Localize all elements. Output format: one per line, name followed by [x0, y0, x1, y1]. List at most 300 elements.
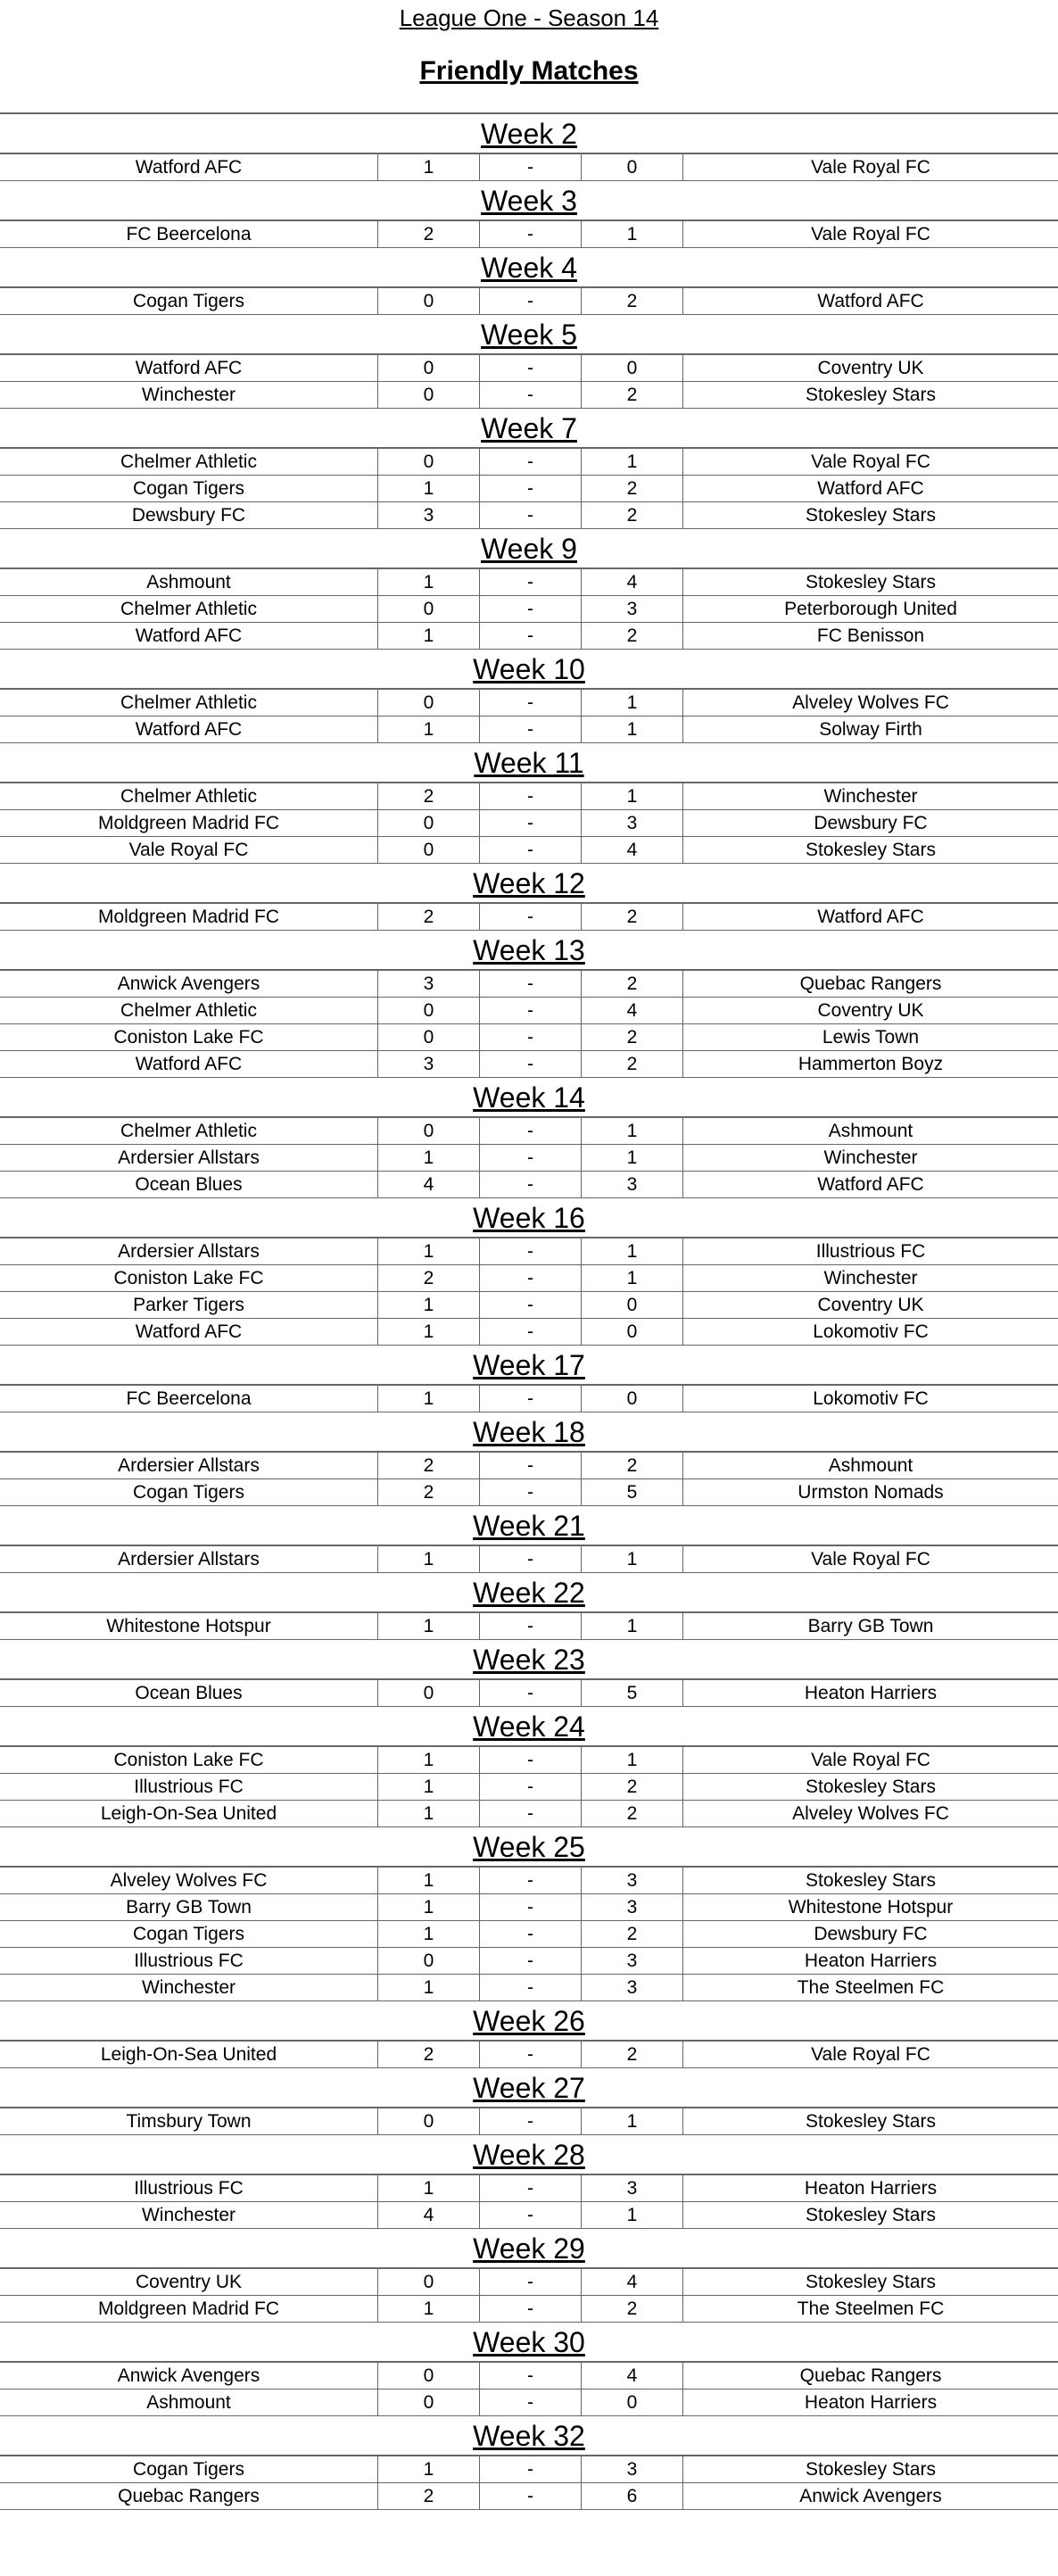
away-score: 2	[581, 904, 682, 930]
match-row	[0, 1774, 1058, 1801]
away-score: 1	[581, 221, 682, 247]
home-team: Ocean Blues	[135, 1683, 243, 1703]
away-score: 4	[581, 837, 682, 863]
home-score: 2	[377, 1479, 479, 1505]
away-team: Vale Royal FC	[682, 1747, 1058, 1773]
score-separator: -	[479, 1145, 581, 1171]
score-separator: -	[479, 476, 581, 501]
away-team: Hammerton Boyz	[682, 1051, 1058, 1077]
match-row	[0, 2296, 1058, 2323]
score-separator: -	[479, 1453, 581, 1479]
week-heading: Week 16	[0, 1198, 1058, 1238]
match-row	[0, 1118, 1058, 1145]
home-score: 4	[377, 1172, 479, 1197]
away-team: Peterborough United	[682, 596, 1058, 622]
away-score: 2	[581, 2042, 682, 2067]
away-team: Vale Royal FC	[682, 154, 1058, 180]
match-row	[0, 2108, 1058, 2135]
away-score: 1	[581, 1613, 682, 1639]
home-team: Watford AFC	[135, 1054, 243, 1074]
match-row	[0, 355, 1058, 382]
home-score: 1	[377, 2296, 479, 2322]
home-team: FC Beercelona	[126, 224, 252, 244]
away-team: Watford AFC	[682, 904, 1058, 930]
home-score: 1	[377, 1238, 479, 1264]
away-team: Whitestone Hotspur	[682, 1894, 1058, 1920]
home-score: 1	[377, 716, 479, 742]
match-row	[0, 623, 1058, 650]
weeks-list	[0, 114, 1058, 2510]
score-separator: -	[479, 1118, 581, 1144]
home-team: Anwick Avengers	[117, 973, 260, 994]
home-score: 1	[377, 1894, 479, 1920]
home-score: 1	[377, 623, 479, 649]
week-heading: Week 30	[0, 2323, 1058, 2363]
home-score: 0	[377, 449, 479, 475]
match-row	[0, 1479, 1058, 1506]
away-team: Watford AFC	[682, 1172, 1058, 1197]
match-row	[0, 1894, 1058, 1921]
away-team: Heaton Harriers	[682, 1948, 1058, 1974]
home-score: 1	[377, 476, 479, 501]
home-team: Cogan Tigers	[133, 478, 244, 499]
away-score: 1	[581, 1265, 682, 1291]
away-team: Ashmount	[682, 1118, 1058, 1144]
away-team: Watford AFC	[682, 288, 1058, 314]
away-team: The Steelmen FC	[682, 1975, 1058, 2000]
home-score: 1	[377, 1292, 479, 1318]
match-row	[0, 904, 1058, 931]
match-row	[0, 288, 1058, 315]
score-separator: -	[479, 1265, 581, 1291]
score-separator: -	[479, 154, 581, 180]
score-separator: -	[479, 837, 581, 863]
home-score: 1	[377, 1319, 479, 1345]
home-team: Watford AFC	[135, 157, 243, 178]
home-score: 3	[377, 502, 479, 528]
score-separator: -	[479, 2202, 581, 2228]
match-row	[0, 1386, 1058, 1412]
home-score: 3	[377, 971, 479, 997]
away-team: Alveley Wolves FC	[682, 690, 1058, 716]
score-separator: -	[479, 449, 581, 475]
home-score: 1	[377, 1386, 479, 1412]
away-team: Stokesley Stars	[682, 1774, 1058, 1800]
match-row	[0, 716, 1058, 743]
home-score: 2	[377, 904, 479, 930]
score-separator: -	[479, 1613, 581, 1639]
week-heading: Week 14	[0, 1078, 1058, 1118]
score-separator: -	[479, 1172, 581, 1197]
home-team: Ocean Blues	[135, 1174, 243, 1195]
away-score: 3	[581, 1975, 682, 2000]
score-separator: -	[479, 1546, 581, 1572]
match-row	[0, 2363, 1058, 2390]
league-title: League One - Season 14	[399, 4, 659, 31]
home-score: 2	[377, 2483, 479, 2509]
score-separator: -	[479, 1868, 581, 1893]
away-team: Illustrious FC	[682, 1238, 1058, 1264]
home-score: 1	[377, 1975, 479, 2000]
week-heading: Week 25	[0, 1827, 1058, 1868]
home-score: 0	[377, 690, 479, 716]
away-team: Vale Royal FC	[682, 2042, 1058, 2067]
week-heading: Week 7	[0, 409, 1058, 449]
week-heading: Week 5	[0, 315, 1058, 355]
score-separator: -	[479, 2108, 581, 2134]
score-separator: -	[479, 2042, 581, 2067]
away-score: 4	[581, 569, 682, 595]
home-score: 1	[377, 1145, 479, 1171]
away-score: 1	[581, 1546, 682, 1572]
away-team: Stokesley Stars	[682, 382, 1058, 408]
match-row	[0, 2202, 1058, 2229]
home-score: 0	[377, 810, 479, 836]
match-row	[0, 1801, 1058, 1827]
away-team: Stokesley Stars	[682, 569, 1058, 595]
away-score: 2	[581, 1024, 682, 1050]
home-team: Dewsbury FC	[131, 505, 246, 526]
away-score: 2	[581, 1051, 682, 1077]
away-score: 2	[581, 1921, 682, 1947]
home-team: Watford AFC	[135, 719, 243, 740]
away-team: Dewsbury FC	[682, 810, 1058, 836]
score-separator: -	[479, 1801, 581, 1826]
match-row	[0, 971, 1058, 998]
home-score: 1	[377, 1801, 479, 1826]
week-heading: Week 21	[0, 1506, 1058, 1546]
away-team: Stokesley Stars	[682, 2456, 1058, 2482]
match-row	[0, 2175, 1058, 2202]
match-row	[0, 1747, 1058, 1774]
away-score: 2	[581, 382, 682, 408]
away-team: The Steelmen FC	[682, 2296, 1058, 2322]
score-separator: -	[479, 783, 581, 809]
home-team: Cogan Tigers	[133, 1482, 244, 1503]
match-row	[0, 1948, 1058, 1975]
home-score: 0	[377, 288, 479, 314]
away-score: 1	[581, 449, 682, 475]
home-team: Alveley Wolves FC	[110, 1870, 268, 1891]
match-row	[0, 569, 1058, 596]
sheet-header	[0, 0, 1058, 114]
match-row	[0, 1868, 1058, 1894]
away-team: Quebac Rangers	[682, 2363, 1058, 2389]
home-team: Cogan Tigers	[133, 291, 244, 311]
home-team: Winchester	[141, 2205, 236, 2225]
home-score: 3	[377, 1051, 479, 1077]
home-team: Moldgreen Madrid FC	[97, 813, 280, 833]
match-row	[0, 221, 1058, 248]
score-separator: -	[479, 2269, 581, 2295]
section-title: Friendly Matches	[419, 56, 639, 86]
home-score: 1	[377, 1613, 479, 1639]
score-separator: -	[479, 1975, 581, 2000]
home-score: 0	[377, 382, 479, 408]
away-score: 2	[581, 502, 682, 528]
home-score: 0	[377, 596, 479, 622]
score-separator: -	[479, 569, 581, 595]
match-row	[0, 2390, 1058, 2416]
score-separator: -	[479, 2363, 581, 2389]
home-team: Ashmount	[146, 572, 231, 592]
away-score: 5	[581, 1479, 682, 1505]
score-separator: -	[479, 623, 581, 649]
score-separator: -	[479, 221, 581, 247]
week-heading: Week 24	[0, 1707, 1058, 1747]
away-score: 1	[581, 1118, 682, 1144]
home-team: Ardersier Allstars	[118, 1455, 260, 1476]
away-team: Urmston Nomads	[682, 1479, 1058, 1505]
match-row	[0, 1024, 1058, 1051]
home-team: Moldgreen Madrid FC	[97, 907, 280, 927]
home-team: Ardersier Allstars	[118, 1147, 260, 1168]
match-row	[0, 2483, 1058, 2510]
score-separator: -	[479, 502, 581, 528]
week-heading: Week 23	[0, 1640, 1058, 1680]
score-separator: -	[479, 904, 581, 930]
home-score: 2	[377, 221, 479, 247]
away-score: 5	[581, 1680, 682, 1706]
home-team: FC Beercelona	[126, 1388, 252, 1409]
away-score: 1	[581, 2202, 682, 2228]
score-separator: -	[479, 1774, 581, 1800]
home-score: 4	[377, 2202, 479, 2228]
home-team: Illustrious FC	[134, 1777, 244, 1797]
week-heading: Week 3	[0, 181, 1058, 221]
score-separator: -	[479, 1479, 581, 1505]
away-score: 3	[581, 1868, 682, 1893]
home-team: Vale Royal FC	[128, 840, 249, 860]
home-score: 0	[377, 1024, 479, 1050]
home-team: Moldgreen Madrid FC	[97, 2299, 280, 2319]
match-row	[0, 2456, 1058, 2483]
match-row	[0, 1265, 1058, 1292]
week-heading: Week 18	[0, 1412, 1058, 1453]
away-team: Coventry UK	[682, 1292, 1058, 1318]
week-heading: Week 28	[0, 2135, 1058, 2175]
home-score: 2	[377, 1453, 479, 1479]
match-row	[0, 2042, 1058, 2068]
home-score: 1	[377, 1774, 479, 1800]
away-score: 6	[581, 2483, 682, 2509]
match-row	[0, 476, 1058, 502]
away-team: Vale Royal FC	[682, 221, 1058, 247]
home-team: Watford AFC	[135, 625, 243, 646]
away-score: 0	[581, 1386, 682, 1412]
score-separator: -	[479, 2296, 581, 2322]
home-score: 2	[377, 1265, 479, 1291]
home-score: 0	[377, 2108, 479, 2134]
away-score: 2	[581, 1801, 682, 1826]
away-score: 4	[581, 2269, 682, 2295]
home-team: Chelmer Athletic	[120, 1000, 257, 1021]
away-score: 1	[581, 783, 682, 809]
away-team: Stokesley Stars	[682, 502, 1058, 528]
home-team: Whitestone Hotspur	[106, 1616, 271, 1636]
match-row	[0, 1680, 1058, 1707]
home-score: 0	[377, 1118, 479, 1144]
away-score: 3	[581, 2456, 682, 2482]
match-row	[0, 596, 1058, 623]
home-team: Parker Tigers	[133, 1295, 244, 1315]
home-team: Illustrious FC	[134, 1951, 244, 1971]
match-row	[0, 382, 1058, 409]
week-heading: Week 29	[0, 2229, 1058, 2269]
match-row	[0, 1292, 1058, 1319]
match-row	[0, 1051, 1058, 1078]
match-row	[0, 1145, 1058, 1172]
score-separator: -	[479, 998, 581, 1023]
week-heading: Week 32	[0, 2416, 1058, 2456]
away-score: 4	[581, 998, 682, 1023]
match-row	[0, 502, 1058, 529]
away-team: Winchester	[682, 1265, 1058, 1291]
away-score: 0	[581, 1292, 682, 1318]
away-team: Stokesley Stars	[682, 2108, 1058, 2134]
score-separator: -	[479, 1747, 581, 1773]
away-team: Lokomotiv FC	[682, 1386, 1058, 1412]
away-score: 3	[581, 2175, 682, 2201]
away-score: 1	[581, 1747, 682, 1773]
away-score: 2	[581, 476, 682, 501]
score-separator: -	[479, 355, 581, 381]
week-heading: Week 9	[0, 529, 1058, 569]
score-separator: -	[479, 971, 581, 997]
home-score: 1	[377, 1921, 479, 1947]
home-team: Winchester	[141, 385, 236, 405]
match-row	[0, 154, 1058, 181]
away-score: 1	[581, 1238, 682, 1264]
home-team: Coniston Lake FC	[113, 1750, 264, 1770]
home-team: Coventry UK	[135, 2272, 243, 2292]
match-row	[0, 690, 1058, 716]
score-separator: -	[479, 690, 581, 716]
away-score: 2	[581, 971, 682, 997]
away-team: Heaton Harriers	[682, 2390, 1058, 2415]
home-score: 1	[377, 1868, 479, 1893]
home-team: Chelmer Athletic	[120, 451, 257, 472]
home-score: 1	[377, 1546, 479, 1572]
away-score: 3	[581, 1948, 682, 1974]
away-score: 0	[581, 154, 682, 180]
away-team: Barry GB Town	[682, 1613, 1058, 1639]
week-heading: Week 11	[0, 743, 1058, 783]
score-separator: -	[479, 1319, 581, 1345]
score-separator: -	[479, 2175, 581, 2201]
away-score: 0	[581, 2390, 682, 2415]
home-score: 0	[377, 2363, 479, 2389]
away-team: Alveley Wolves FC	[682, 1801, 1058, 1826]
home-team: Ardersier Allstars	[118, 1549, 260, 1570]
home-score: 1	[377, 154, 479, 180]
home-score: 0	[377, 1948, 479, 1974]
away-team: Vale Royal FC	[682, 1546, 1058, 1572]
home-team: Chelmer Athletic	[120, 1121, 257, 1141]
score-separator: -	[479, 1948, 581, 1974]
home-team: Chelmer Athletic	[120, 786, 257, 807]
away-score: 0	[581, 1319, 682, 1345]
home-team: Timsbury Town	[126, 2111, 252, 2132]
home-team: Barry GB Town	[126, 1897, 252, 1918]
away-score: 0	[581, 355, 682, 381]
week-heading: Week 13	[0, 931, 1058, 971]
away-team: Watford AFC	[682, 476, 1058, 501]
score-separator: -	[479, 596, 581, 622]
away-score: 1	[581, 716, 682, 742]
home-score: 1	[377, 1747, 479, 1773]
score-separator: -	[479, 2483, 581, 2509]
away-score: 3	[581, 596, 682, 622]
score-separator: -	[479, 1238, 581, 1264]
home-team: Chelmer Athletic	[120, 692, 257, 713]
match-row	[0, 1238, 1058, 1265]
home-score: 2	[377, 783, 479, 809]
match-row	[0, 1613, 1058, 1640]
away-score: 3	[581, 810, 682, 836]
score-separator: -	[479, 1894, 581, 1920]
week-heading: Week 17	[0, 1346, 1058, 1386]
away-team: Stokesley Stars	[682, 1868, 1058, 1893]
away-team: Stokesley Stars	[682, 837, 1058, 863]
away-score: 3	[581, 1894, 682, 1920]
score-separator: -	[479, 1921, 581, 1947]
away-score: 1	[581, 690, 682, 716]
away-score: 1	[581, 1145, 682, 1171]
home-score: 1	[377, 2175, 479, 2201]
home-score: 0	[377, 1680, 479, 1706]
away-team: Coventry UK	[682, 998, 1058, 1023]
away-team: Stokesley Stars	[682, 2202, 1058, 2228]
away-team: Winchester	[682, 1145, 1058, 1171]
match-row	[0, 837, 1058, 864]
away-score: 2	[581, 623, 682, 649]
week-heading: Week 4	[0, 248, 1058, 288]
home-team: Coniston Lake FC	[113, 1268, 264, 1288]
match-row	[0, 998, 1058, 1024]
home-score: 0	[377, 355, 479, 381]
score-separator: -	[479, 382, 581, 408]
week-heading: Week 10	[0, 650, 1058, 690]
home-team: Leigh-On-Sea United	[100, 2044, 277, 2065]
away-score: 1	[581, 2108, 682, 2134]
score-separator: -	[479, 1051, 581, 1077]
home-team: Chelmer Athletic	[120, 599, 257, 619]
away-score: 2	[581, 1453, 682, 1479]
home-score: 0	[377, 2390, 479, 2415]
away-team: Quebac Rangers	[682, 971, 1058, 997]
score-separator: -	[479, 1386, 581, 1412]
match-row	[0, 1975, 1058, 2001]
score-separator: -	[479, 810, 581, 836]
away-team: Ashmount	[682, 1453, 1058, 1479]
home-score: 2	[377, 2042, 479, 2067]
home-team: Watford AFC	[135, 358, 243, 378]
score-separator: -	[479, 2390, 581, 2415]
home-team: Cogan Tigers	[133, 1924, 244, 1944]
away-team: Vale Royal FC	[682, 449, 1058, 475]
home-team: Ardersier Allstars	[118, 1241, 260, 1262]
away-team: FC Benisson	[682, 623, 1058, 649]
home-score: 0	[377, 998, 479, 1023]
score-separator: -	[479, 1292, 581, 1318]
match-row	[0, 1546, 1058, 1573]
away-team: Stokesley Stars	[682, 2269, 1058, 2295]
week-heading: Week 27	[0, 2068, 1058, 2108]
away-score: 2	[581, 2296, 682, 2322]
away-team: Heaton Harriers	[682, 2175, 1058, 2201]
away-team: Coventry UK	[682, 355, 1058, 381]
